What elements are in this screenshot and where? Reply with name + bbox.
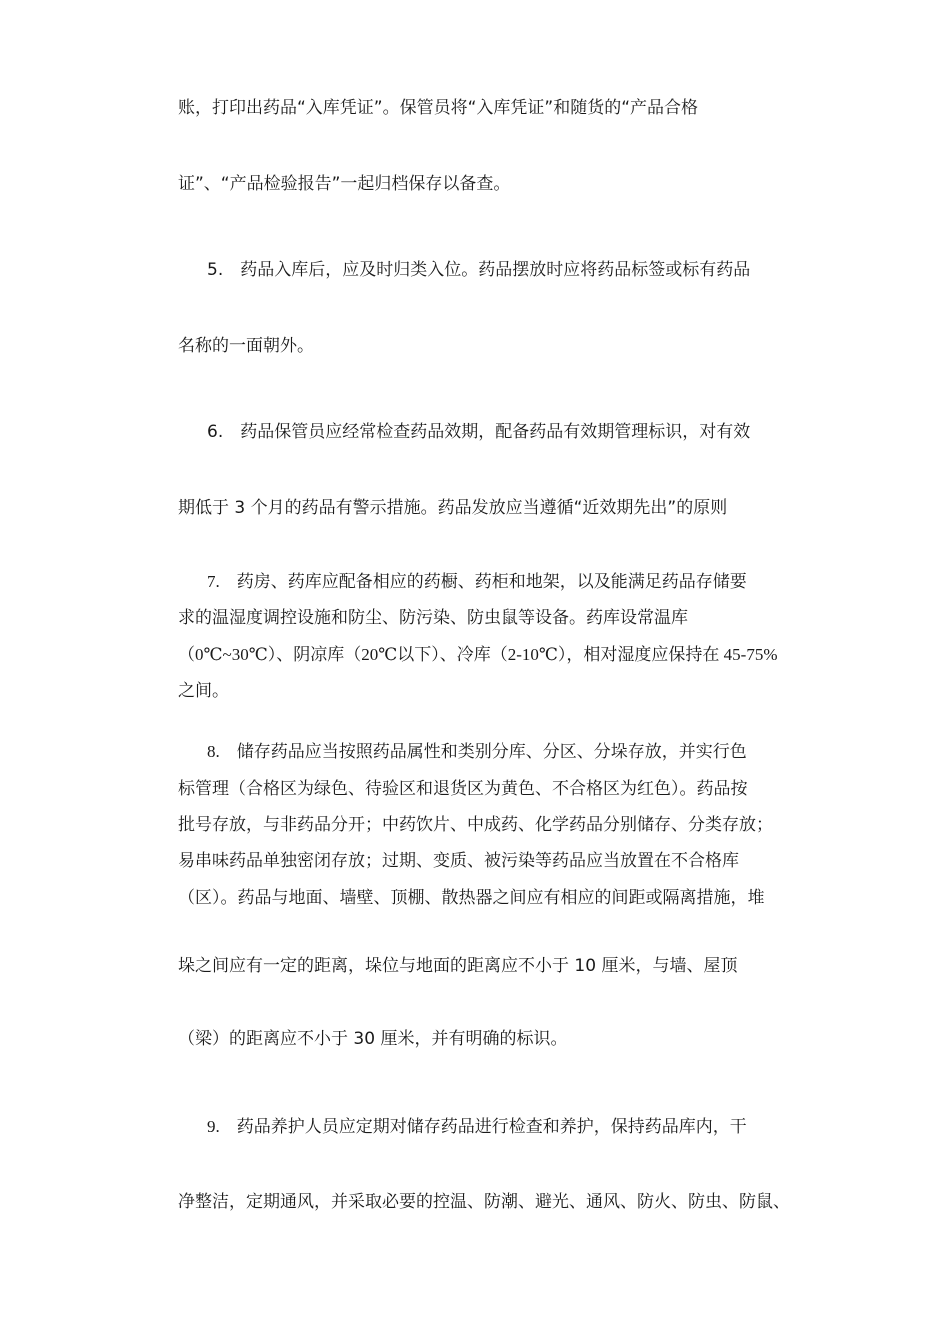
text-line: 净整洁，定期通风，并采取必要的控温、防潮、避光、通风、防火、防虫、防鼠、 bbox=[178, 1192, 790, 1211]
paragraph-7-start: 7. 药房、药库应配备相应的药橱、药柜和地架，以及能满足药品存储要 bbox=[207, 572, 747, 591]
text-line: 账，打印出药品“入库凭证”。保管员将“入库凭证”和随货的“产品合格 bbox=[178, 98, 699, 118]
paragraph-5-start: 5. 药品入库后，应及时归类入位。药品摆放时应将药品标签或标有药品 bbox=[207, 260, 751, 280]
text-line: 求的温湿度调控设施和防尘、防污染、防虫鼠等设备。药库设常温库 bbox=[178, 608, 688, 627]
text-line: 证”、“产品检验报告”一起归档保存以备查。 bbox=[178, 174, 511, 194]
paragraph-8-start: 8. 储存药品应当按照药品属性和类别分库、分区、分垛存放，并实行色 bbox=[207, 742, 747, 761]
text-line: （区）。药品与地面、墙壁、顶棚、散热器之间应有相应的间距或隔离措施，堆 bbox=[178, 888, 765, 907]
text-line: 名称的一面朝外。 bbox=[178, 336, 314, 356]
paragraph-9-start: 9. 药品养护人员应定期对储存药品进行检查和养护，保持药品库内，干 bbox=[207, 1117, 747, 1136]
text-line: （梁）的距离应不小于 30 厘米，并有明确的标识。 bbox=[178, 1029, 568, 1049]
text-line: 标管理（合格区为绿色、待验区和退货区为黄色、不合格区为红色）。药品按 bbox=[178, 779, 748, 798]
paragraph-6-start: 6. 药品保管员应经常检查药品效期，配备药品有效期管理标识，对有效 bbox=[207, 422, 751, 442]
text-line: （0℃~30℃）、阴凉库（20℃以下）、冷库（2-10℃），相对湿度应保持在 45-75% bbox=[178, 645, 778, 664]
text-line: 期低于 3 个月的药品有警示措施。药品发放应当遵循“近效期先出”的原则 bbox=[178, 498, 728, 518]
text-line: 之间。 bbox=[178, 681, 229, 700]
text-line: 批号存放，与非药品分开；中药饮片、中成药、化学药品分别储存、分类存放； bbox=[178, 815, 773, 834]
text-line: 垛之间应有一定的距离，垛位与地面的距离应不小于 10 厘米，与墙、屋顶 bbox=[178, 956, 738, 976]
text-line: 易串味药品单独密闭存放；过期、变质、被污染等药品应当放置在不合格库 bbox=[178, 851, 739, 870]
